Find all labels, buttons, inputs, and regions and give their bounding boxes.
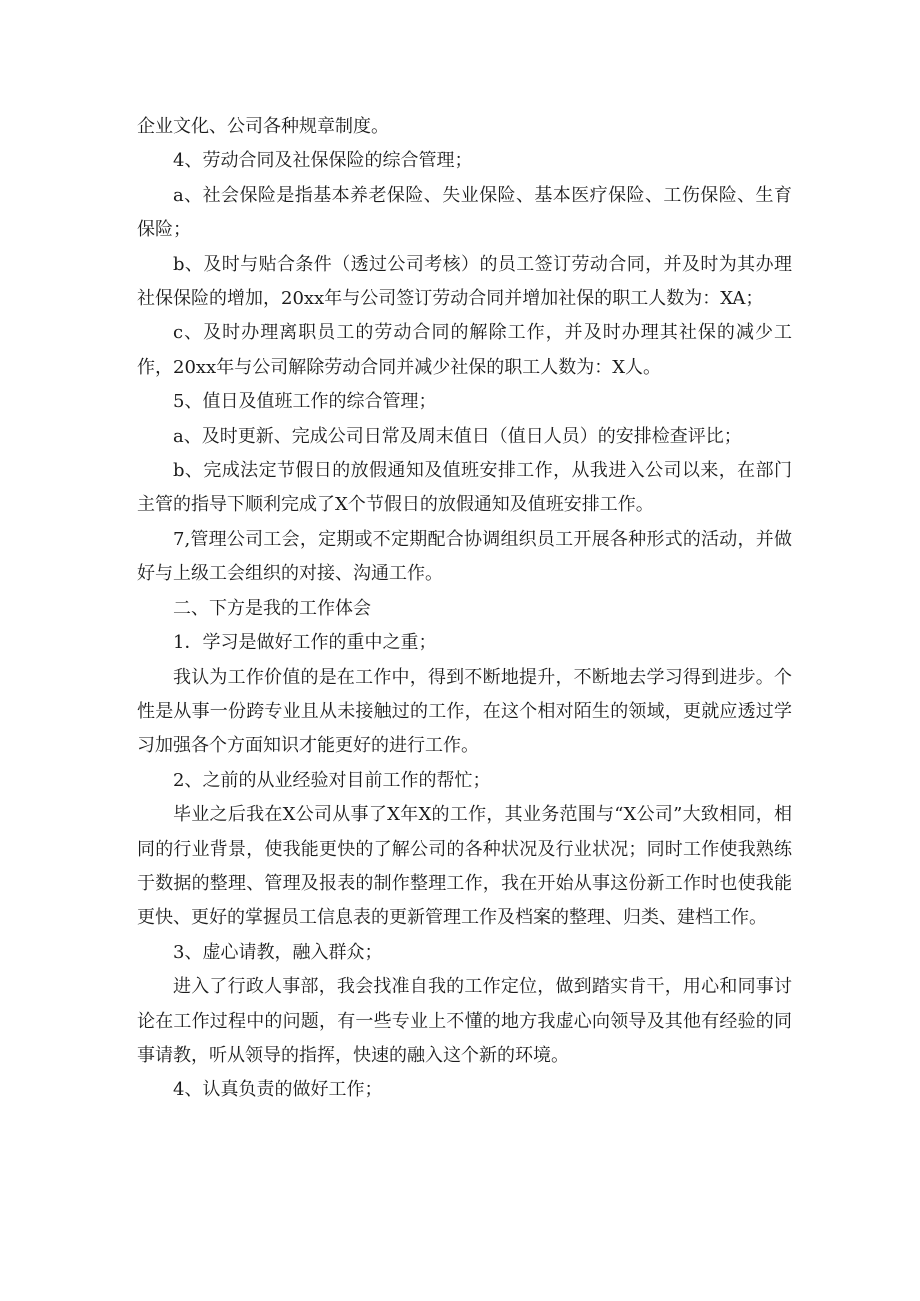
paragraph-9: 7,管理公司工会，定期或不定期配合协调组织员工开展各种形式的活动，并做好与上级工会组织的对接、沟通工作。 xyxy=(137,528,792,585)
paragraph-4: b、及时与贴合条件（透过公司考核）的员工签订劳动合同，并及时为其办理社保保险的增加，20xx年与公司签订劳动合同并增加社保的职工人数为：XA； xyxy=(137,253,792,310)
paragraph-2: 4、劳动合同及社保保险的综合管理； xyxy=(173,150,473,172)
document-body xyxy=(137,110,792,1108)
paragraph-16: 进入了行政人事部，我会找准自我的工作定位，做到踏实肯干，用心和同事讨论在工作过程中的问题，有一些专业上不懂的地方我虚心向领导及其他有经验的同事请教，听从领导的指挥，快速的融入这个新的环境。 xyxy=(137,976,792,1066)
section-heading: 二、下方是我的工作体会 xyxy=(173,597,371,619)
paragraph-13: 2、之前的从业经验对目前工作的帮忙； xyxy=(173,769,491,791)
paragraph-6: 5、值日及值班工作的综合管理； xyxy=(173,391,437,413)
paragraph-14: 毕业之后我在X公司从事了X年X的工作，其业务范围与“X公司”大致相同，相同的行业背景，使我能更快的了解公司的各种状况及行业状况；同时工作使我熟练于数据的整理、管理及报表的制作整理工作，我在开始从事这份新工作时也使我能更快、更好的掌握员工信息表的更新管理工作及档案的整理、归类、建档工作。 xyxy=(137,804,792,929)
paragraph-17: 4、认真负责的做好工作； xyxy=(173,1079,383,1101)
paragraph-12: 我认为工作价值的是在工作中，得到不断地提升，不断地去学习得到进步。个性是从事一份跨专业且从未接触过的工作，在这个相对陌生的领域，更就应透过学习加强各个方面知识才能更好的进行工作。 xyxy=(137,666,792,757)
paragraph-3: a、社会保险是指基本养老保险、失业保险、基本医疗保险、工伤保险、生育保险； xyxy=(137,184,792,241)
paragraph-5: c、及时办理离职员工的劳动合同的解除工作，并及时办理其社保的减少工作，20xx年与公司解除劳动合同并减少社保的职工人数为：X人。 xyxy=(137,322,792,378)
paragraph-1: 企业文化、公司各种规章制度。 xyxy=(137,116,389,137)
paragraph-8: b、完成法定节假日的放假通知及值班安排工作，从我进入公司以来，在部门主管的指导下顺利完成了X个节假日的放假通知及值班安排工作。 xyxy=(137,460,792,516)
paragraph-15: 3、虚心请教，融入群众； xyxy=(173,941,383,963)
paragraph-11: 1．学习是做好工作的重中之重； xyxy=(173,632,437,654)
paragraph-7: a、及时更新、完成公司日常及周末值日（值日人员）的安排检查评比； xyxy=(173,425,742,447)
